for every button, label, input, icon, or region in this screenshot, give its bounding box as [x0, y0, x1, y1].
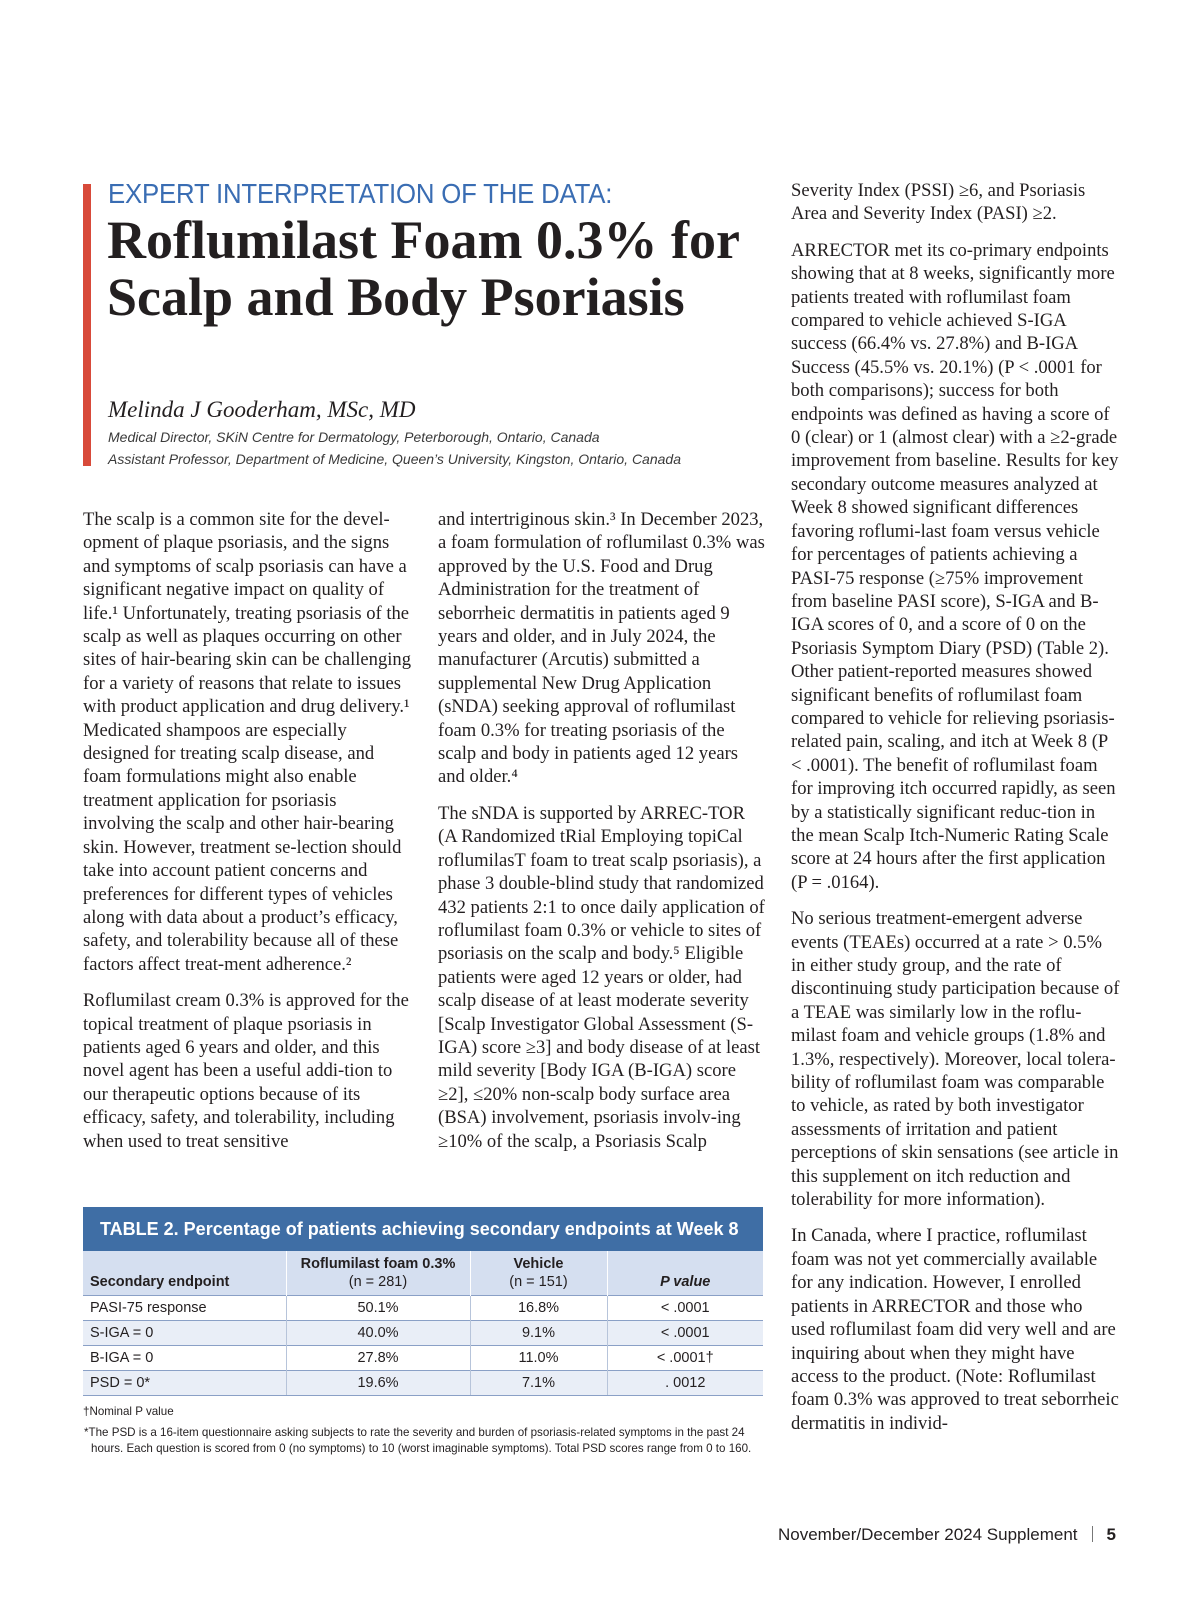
- cell-vehicle: 11.0%: [470, 1346, 607, 1371]
- cell-endpoint: PSD = 0*: [83, 1371, 286, 1396]
- table-row: [83, 1321, 763, 1346]
- page-number: 5: [1106, 1525, 1116, 1544]
- table-row: [83, 1371, 763, 1396]
- cell-drug: 40.0%: [286, 1321, 470, 1346]
- table-footnote-nominal: †Nominal P value: [83, 1405, 174, 1418]
- paragraph: The scalp is a common site for the devel-opment of plaque psoriasis, and the signs and symptoms of scalp psoriasis can have a significant negative impact on quality of life.¹ Unfortunately, treating psoriasis of the scalp as well as plaques occurring on other sites of hair-bearing skin can be challenging for a variety of reasons that relate to issues with product application and drug delivery.¹ Medicated shampoos are especially designed for treating scalp disease, and foam formulations might also enable treatment application for psoriasis involving the scalp and other hair-bearing skin. However, treatment se-lection should take into account patient concerns and preferences for different types of vehicles along with data about a product’s efficacy, safety, and tolerability because all of these factors affect treat-ment adherence.²: [83, 509, 412, 975]
- author-affiliation-1: Medical Director, SKiN Centre for Dermatology, Peterborough, Ontario, Canada: [108, 429, 600, 445]
- cell-p: < .0001: [607, 1321, 763, 1346]
- paragraph: The sNDA is supported by ARREC-TOR (A Randomized tRial Employing topiCal roflumilasT foam to treat scalp psoriasis), a phase 3 double-blind study that randomized 432 patients 2:1 to once daily application of roflumilast foam 0.3% or vehicle to sites of psoriasis on the scalp and body.⁵ Eligible patients were aged 12 years or older, had scalp disease of at least moderate severity [Scalp Investigator Global Assessment (S-IGA) score ≥3] and body disease of at least mild severity [Body IGA (B-IGA) score ≥2], ≤20% non-scalp body surface area (BSA) involvement, psoriasis involv-ing ≥10% of the scalp, a Psoriasis Scalp: [438, 802, 765, 1152]
- paragraph: Roflumilast cream 0.3% is approved for the topical treatment of plaque psoriasis in patients aged 6 years and older, and this novel agent has been a useful addi-tion to our therapeutic options because of its efficacy, safety, and tolerability, including when used to treat sensitive: [83, 990, 409, 1152]
- table-row: [83, 1346, 763, 1371]
- cell-p: . 0012: [607, 1371, 763, 1396]
- cell-drug: 27.8%: [286, 1346, 470, 1371]
- paragraph: and intertriginous skin.³ In December 2023, a foam formulation of roflumilast 0.3% was approved by the U.S. Food and Drug Administration for the treatment of seborrheic dermatitis in patients aged 9 years and older, and in July 2024, the manufacturer (Arcutis) submitted a supplemental New Drug Application (sNDA) seeking approval of roflumilast foam 0.3% for treating psoriasis of the scalp and body in patients aged 12 years and older.⁴: [438, 509, 765, 788]
- header-drug-label: Roflumilast foam 0.3%: [300, 1256, 456, 1272]
- body-column-3: [791, 179, 1121, 1448]
- cell-p: < .0001: [607, 1296, 763, 1321]
- cell-drug: 50.1%: [286, 1296, 470, 1321]
- author-affiliation-2: Assistant Professor, Department of Medicine, Queen’s University, Kingston, Ontario, Canada: [108, 451, 681, 467]
- cell-endpoint: B-IGA = 0: [83, 1346, 286, 1371]
- body-column-2: [438, 508, 766, 1166]
- cell-endpoint: S-IGA = 0: [83, 1321, 286, 1346]
- cell-endpoint: PASI-75 response: [83, 1296, 286, 1321]
- header-drug-n: (n = 281): [348, 1274, 408, 1290]
- header-p-value: P value: [607, 1251, 763, 1296]
- paragraph: In Canada, where I practice, roflumilast foam was not yet commercially available for any indication. However, I enrolled patients in ARRECTOR and those who used roflumilast foam did very well and are inquiring about when they might have access to the product. (Note: Roflumilast foam 0.3% was approved to treat seborrheic dermatitis in individ-: [791, 1225, 1119, 1434]
- article-title: Roflumilast Foam 0.3% for Scalp and Body Psoriasis: [107, 210, 739, 327]
- table-footnote-psd: *The PSD is a 16-item questionnaire asking subjects to rate the severity and burden of psoriasis-related symptoms in the past 24 hours. Each question is scored from 0 (no symptoms) to 10 (worst imaginable symptoms). Total PSD scores range from 0 to 160.: [84, 1426, 752, 1455]
- header-endpoint: Secondary endpoint: [83, 1251, 286, 1296]
- header-drug: [286, 1251, 470, 1296]
- cell-drug: 19.6%: [286, 1371, 470, 1396]
- cell-p: < .0001†: [607, 1346, 763, 1371]
- paragraph: Severity Index (PSSI) ≥6, and Psoriasis Area and Severity Index (PASI) ≥2.: [791, 180, 1086, 225]
- footer-divider: [1092, 1526, 1093, 1542]
- section-kicker: EXPERT INTERPRETATION OF THE DATA:: [108, 178, 613, 209]
- paragraph: ARRECTOR met its co-primary endpoints showing that at 8 weeks, significantly more patients treated with roflumilast foam compared to vehicle achieved S-IGA success (66.4% vs. 27.8%) and B-IGA Success (45.5% vs. 20.1%) (P < .0001 for both comparisons); success for both endpoints was defined as having a score of 0 (clear) or 1 (almost clear) with a ≥2-grade improvement from baseline. Results for key secondary outcome measures analyzed at Week 8 showed significant differences favoring roflumi-last foam versus vehicle for percentages of patients achieving a PASI-75 response (≥75% improvement from baseline PASI score), S-IGA and B-IGA scores of 0, and a score of 0 on the Psoriasis Symptom Diary (PSD) (Table 2). Other patient-reported measures showed significant benefits of roflumilast foam compared to vehicle for relieving psoriasis-related pain, scaling, and itch at Week 8 (P < .0001). The benefit of roflumilast foam for improving itch occurred rapidly, as seen by a statistically significant reduc-tion in the mean Scalp Itch-Numeric Rating Scale score at 24 hours after the first application (P = .0164).: [791, 239, 1119, 893]
- results-table: [83, 1207, 763, 1457]
- author-name: Melinda J Gooderham, MSc, MD: [108, 397, 416, 422]
- table-row: [83, 1296, 763, 1321]
- issue-label: November/December 2024 Supplement: [777, 1525, 1078, 1544]
- header-vehicle: [470, 1251, 607, 1296]
- cell-vehicle: 9.1%: [470, 1321, 607, 1346]
- cell-vehicle: 16.8%: [470, 1296, 607, 1321]
- accent-bar: [83, 184, 91, 466]
- header-vehicle-label: Vehicle: [513, 1256, 564, 1272]
- paragraph: No serious treatment-emergent adverse events (TEAEs) occurred at a rate > 0.5% in either study group, and the rate of discontinuing study participation because of a TEAE was similarly low in the roflu-milast foam and vehicle groups (1.8% and 1.3%, respectively). Moreover, local tolera-bility of roflumilast foam was comparable to vehicle, as rated by both investigator assessments of irritation and patient perceptions of skin sensations (see article in this supplement on itch reduction and tolerability for more information).: [791, 908, 1120, 1211]
- cell-vehicle: 7.1%: [470, 1371, 607, 1396]
- data-table: [83, 1251, 763, 1396]
- body-column-1: [83, 508, 411, 1166]
- table-title: TABLE 2. Percentage of patients achieving secondary endpoints at Week 8: [83, 1207, 763, 1251]
- page-footer: [778, 1525, 1116, 1545]
- table-header-row: [83, 1251, 763, 1296]
- header-vehicle-n: (n = 151): [509, 1274, 568, 1290]
